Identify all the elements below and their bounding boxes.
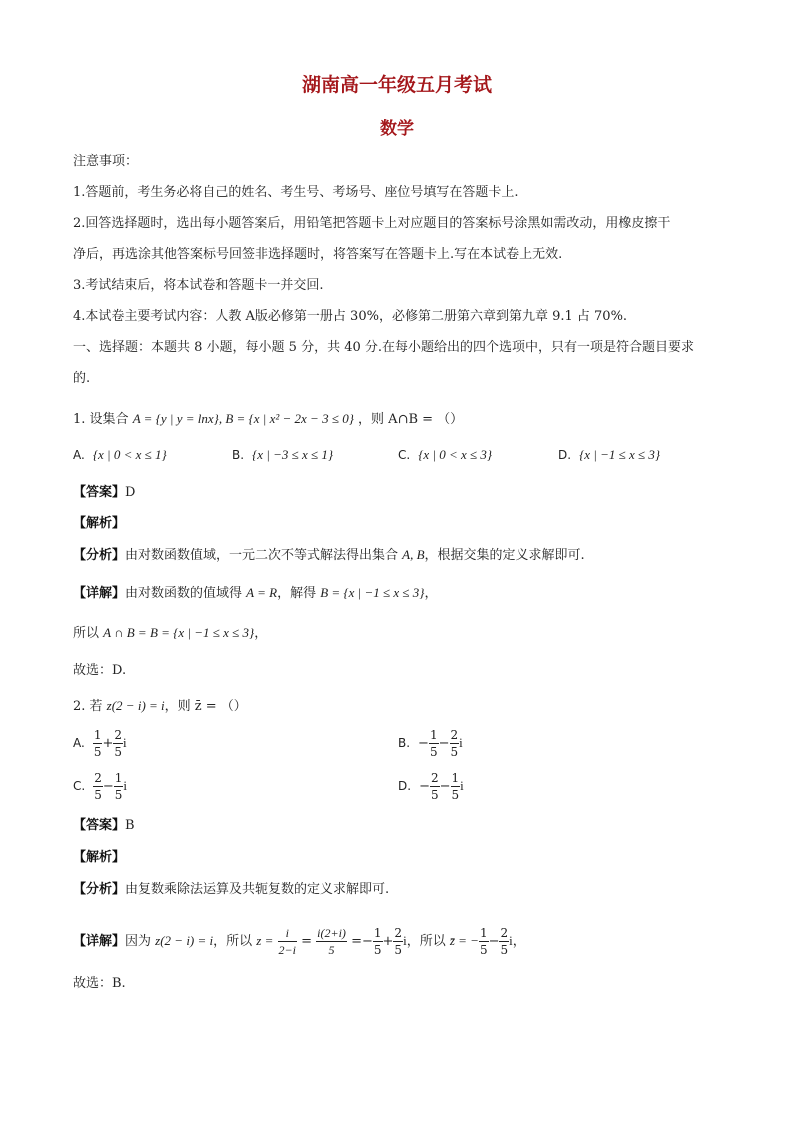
- detail-text: 所以: [73, 626, 104, 641]
- option-c: [398, 447, 492, 463]
- option-label: C.: [73, 779, 86, 793]
- numerator: 1: [373, 926, 382, 940]
- operator: +: [102, 736, 114, 751]
- answer-value: D: [125, 485, 136, 500]
- numerator: i: [278, 927, 297, 942]
- detail-text: ，: [424, 586, 438, 601]
- formula: z̄ = −: [449, 933, 479, 948]
- detail-line: 【详解】因为 z(2 − i) = i，所以 z = $\frac{i}{2-i}$ = $\frac{i(2+i)}{5}$ =− $\frac{1}{5}$ + $\frac{2}{5}$ i，所以 z̄ = − $\frac{1}{5}$ − $\frac{2}{5}$ i，: [73, 926, 526, 957]
- detail-text: 由对数函数的值域得: [125, 586, 247, 601]
- denominator: 5: [114, 788, 123, 802]
- detail-line: [73, 584, 438, 603]
- option-c: [73, 772, 127, 801]
- denominator: 5: [94, 788, 102, 802]
- imag-unit: i: [123, 735, 127, 750]
- imag-unit: i: [459, 735, 463, 750]
- note-item: 3.考试结束后，将本试卷和答题卡一并交回.: [73, 278, 324, 293]
- numerator: 2: [430, 771, 439, 785]
- imag-unit: i: [509, 933, 513, 948]
- formula: z(2 − i) = i: [155, 933, 214, 948]
- fraction: [93, 772, 103, 801]
- option-b: [398, 729, 463, 758]
- question-prefix: 2. 若: [73, 699, 107, 714]
- numerator: 1: [93, 728, 102, 742]
- equals: =: [351, 934, 362, 949]
- fraction: [278, 927, 297, 956]
- option-formula: {x | −1 ≤ x ≤ 3}: [579, 447, 661, 462]
- formula: A = {y | y = lnx}, B = {x | x² − 2x − 3 ≤ 0}: [132, 411, 354, 426]
- denominator: 5: [373, 943, 382, 957]
- analysis-line: [73, 546, 585, 565]
- detail-tag: 【详解】: [73, 934, 126, 949]
- fraction: [499, 927, 509, 956]
- denominator: 2−i: [278, 943, 296, 957]
- sign: −: [418, 736, 429, 751]
- fenxi-tag: 【分析】: [73, 882, 126, 897]
- fraction: [479, 927, 489, 956]
- imag-unit: i: [403, 933, 407, 948]
- question-prefix: 1. 设集合: [73, 412, 129, 427]
- detail-line: [73, 624, 267, 643]
- option-b: [232, 447, 333, 463]
- fenxi-text: ，根据交集的定义求解即可.: [424, 548, 585, 563]
- option-label: A.: [73, 448, 85, 462]
- answer-line: [73, 817, 135, 835]
- analysis-line: [73, 881, 389, 899]
- detail-text: 因为: [125, 934, 156, 949]
- formula: A ∩ B = B = {x | −1 ≤ x ≤ 3}: [103, 625, 255, 640]
- formula: z(2 − i) = i: [106, 698, 165, 713]
- fraction: [451, 772, 461, 801]
- denominator: 5: [114, 745, 122, 759]
- option-formula: {x | 0 < x ≤ 1}: [92, 447, 167, 462]
- fenxi-text: 由复数乘除法运算及共轭复数的定义求解即可.: [125, 882, 390, 897]
- option-a: [73, 447, 167, 463]
- note-item: 1.答题前，考生务必将自己的姓名、考生号、考场号、座位号填写在答题卡上.: [73, 185, 519, 200]
- question-1-stem: [73, 410, 463, 429]
- section-heading: 一、选择题：本题共 8 小题，每小题 5 分，共 40 分.在每小题给出的四个选项中，只有一项是符合题目要求: [73, 340, 695, 355]
- note-item: 4.本试卷主要考试内容：人教 A版必修第一册占 30%，必修第二册第六章到第九章 9.1 占 70%.: [73, 309, 628, 324]
- sign: −: [419, 779, 430, 794]
- formula: A = R: [246, 585, 278, 600]
- answer-tag: 【答案】: [73, 818, 126, 833]
- option-label: D.: [398, 779, 412, 793]
- numerator: i(2+i): [317, 926, 346, 940]
- option-formula: {x | −3 ≤ x ≤ 1}: [252, 447, 334, 462]
- detail-text: ，: [254, 626, 268, 641]
- fraction: [430, 772, 440, 801]
- denominator: 5: [500, 943, 509, 957]
- denominator: 5: [93, 745, 102, 759]
- denominator: 5: [430, 788, 439, 802]
- numerator: 2: [394, 926, 403, 940]
- choose-line: 故选：D.: [73, 663, 127, 678]
- fenxi-tag: 【分析】: [73, 548, 126, 563]
- numerator: 1: [429, 728, 438, 742]
- denominator: 5: [394, 943, 403, 957]
- option-label: B.: [398, 736, 411, 750]
- formula: B = {x | −1 ≤ x ≤ 3}: [320, 585, 425, 600]
- section-heading-cont: 的.: [73, 371, 91, 386]
- fenxi-text: 由对数函数值域，一元二次不等式解法得出集合: [125, 548, 403, 563]
- denominator: 5: [328, 943, 335, 957]
- analysis-tag: 【解析】: [73, 850, 126, 865]
- formula: A, B: [402, 547, 425, 562]
- detail-text: ，解得: [277, 586, 321, 601]
- imag-unit: i: [123, 778, 128, 793]
- choose-line: 故选：B.: [73, 976, 126, 991]
- option-label: B.: [232, 448, 245, 462]
- operator: −: [439, 779, 451, 794]
- note-item: 2.回答选择题时，选出每小题答案后，用铅笔把答题卡上对应题目的答案标号涂黑如需改动，用橡皮擦干: [73, 216, 671, 231]
- fraction: [429, 729, 439, 758]
- exam-title: 湖南高一年级五月考试: [301, 74, 492, 96]
- option-label: A.: [73, 736, 85, 750]
- imag-unit: i: [460, 778, 464, 793]
- option-label: D.: [558, 448, 572, 462]
- denominator: 5: [429, 745, 438, 759]
- detail-tag: 【详解】: [73, 586, 126, 601]
- subject-title: 数学: [380, 119, 414, 139]
- formula: z =: [256, 933, 274, 948]
- detail-text: ，所以: [406, 934, 450, 949]
- fraction: [393, 927, 403, 956]
- operator: −: [438, 736, 450, 751]
- numerator: 2: [114, 728, 122, 742]
- fraction: [373, 927, 383, 956]
- question-2-stem: [73, 697, 247, 716]
- fraction: [93, 729, 103, 758]
- question-ask: ，则 A∩B = （）: [358, 412, 464, 427]
- option-a: [73, 729, 127, 758]
- operator: −: [102, 779, 114, 794]
- option-label: C.: [398, 448, 411, 462]
- note-item: 净后，再选涂其他答案标号回签非选择题时，将答案写在答题卡上.写在本试卷上无效.: [73, 247, 563, 262]
- numerator: 1: [451, 771, 460, 785]
- fraction: [113, 729, 123, 758]
- fraction: [316, 927, 347, 956]
- fraction: [450, 729, 460, 758]
- question-ask: ，则 z̄ = （）: [164, 699, 247, 714]
- answer-line: [73, 484, 135, 502]
- option-d: [558, 447, 660, 463]
- numerator: 1: [114, 771, 123, 785]
- answer-tag: 【答案】: [73, 485, 126, 500]
- option-formula: {x | 0 < x ≤ 3}: [418, 447, 493, 462]
- option-d: [398, 772, 464, 801]
- analysis-tag: 【解析】: [73, 516, 126, 531]
- answer-value: B: [125, 818, 135, 833]
- denominator: 5: [450, 745, 459, 759]
- fraction: [114, 772, 124, 801]
- numerator: 1: [479, 926, 488, 940]
- numerator: 2: [500, 926, 509, 940]
- denominator: 5: [451, 788, 460, 802]
- numerator: 2: [94, 771, 102, 785]
- notes-heading: 注意事项：: [73, 154, 139, 169]
- numerator: 2: [450, 728, 459, 742]
- detail-text: ，所以: [213, 934, 257, 949]
- equals: =: [301, 934, 313, 949]
- denominator: 5: [479, 943, 488, 957]
